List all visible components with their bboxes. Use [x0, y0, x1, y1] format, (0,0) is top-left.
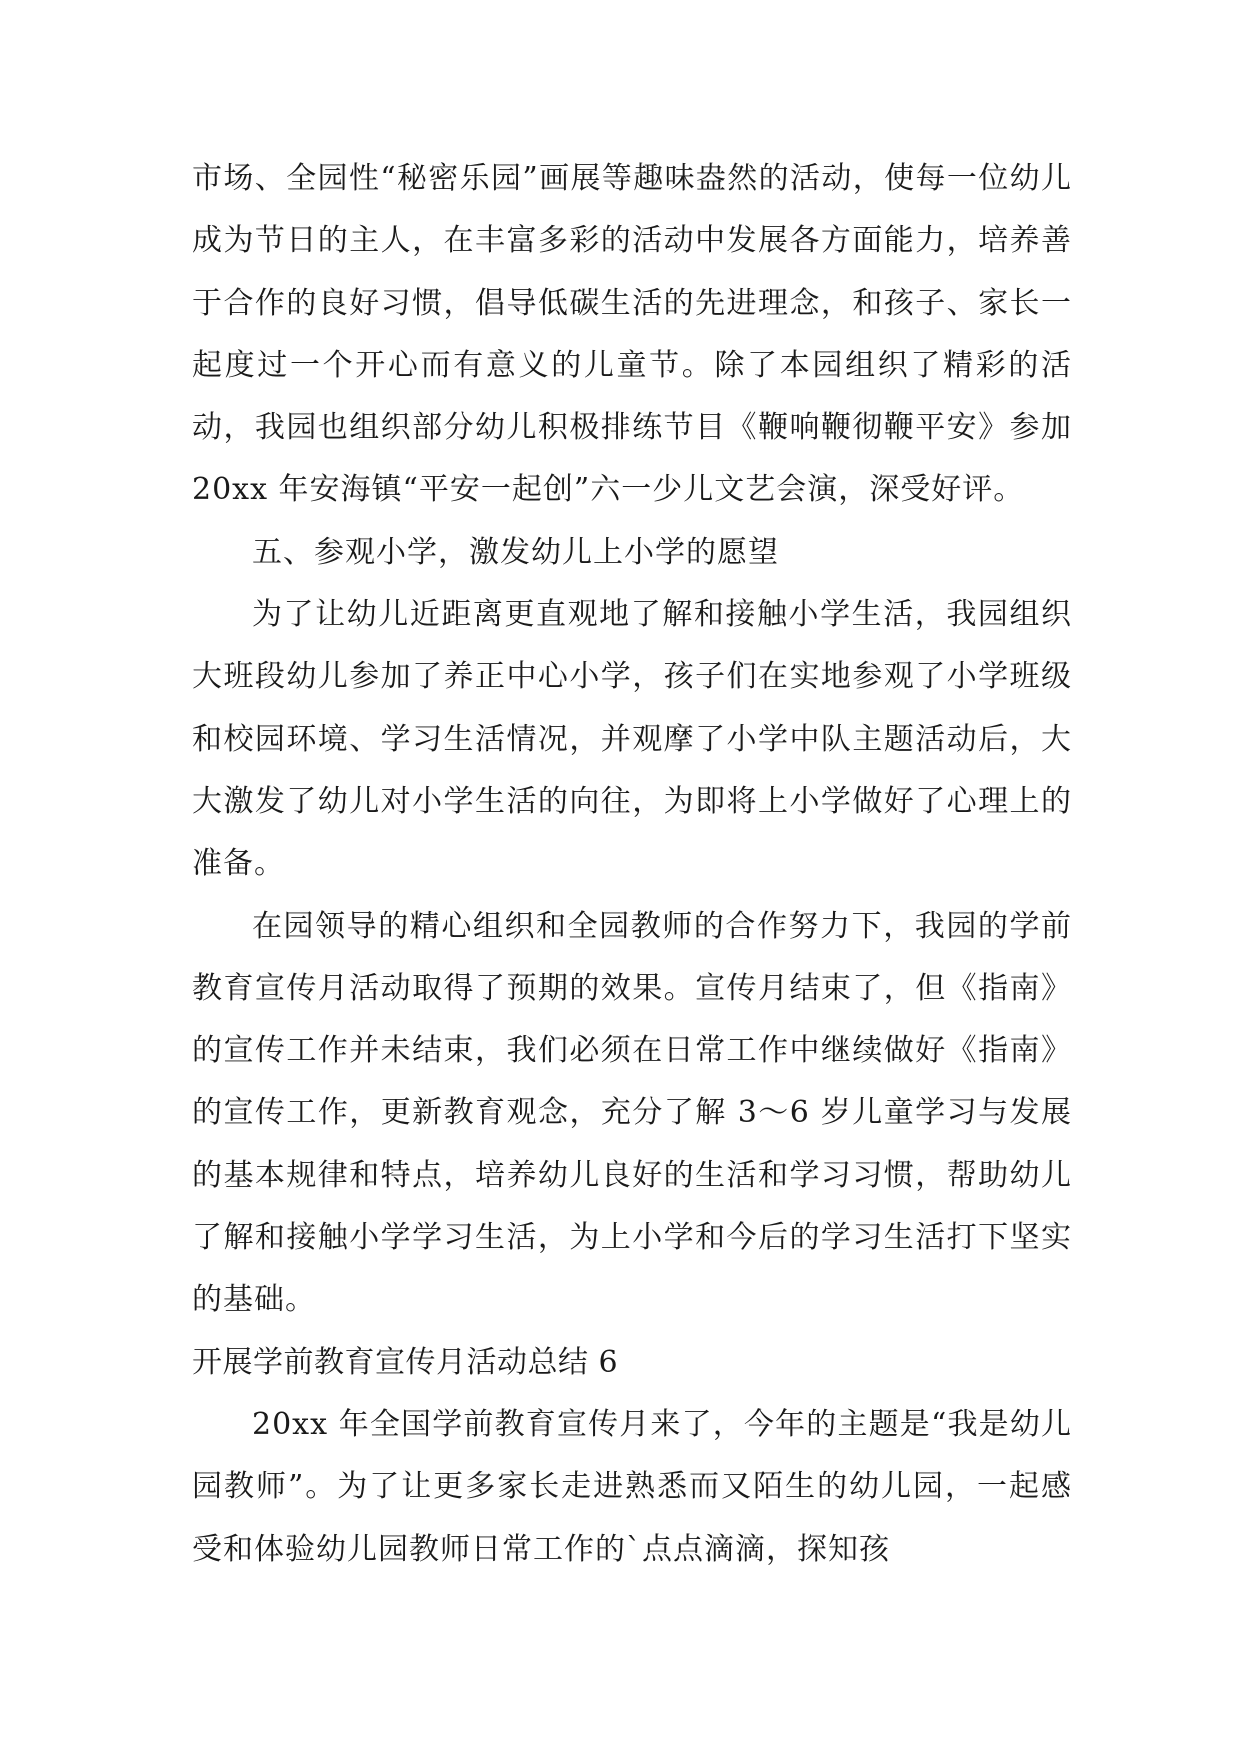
section-heading-five: 五、参观小学，激发幼儿上小学的愿望 [252, 534, 779, 570]
paragraph-summary-intro: 20xx 年全国学前教育宣传月来了，今年的主题是“我是幼儿园教师”。为了让更多家长走进熟悉而又陌生的幼儿园，一起感受和体验幼儿园教师日常工作的`点点滴滴，探知孩 [192, 1406, 1072, 1567]
paragraph-conclusion: 在园领导的精心组织和全园教师的合作努力下，我园的学前教育宣传月活动取得了预期的效果。宣传月结束了，但《指南》的宣传工作并未结束，我们必须在日常工作中继续做好《指南》的宣传工作，更新教育观念，充分了解 3～6 岁儿童学习与发展的基本规律和特点，培养幼儿良好的生活和学习习惯，帮助幼儿了解和接触小学学习生活，为上小学和今后的学习生活打下坚实的基础。 [192, 908, 1072, 1318]
summary-title: 开展学前教育宣传月活动总结 6 [192, 1344, 619, 1380]
document-body [192, 148, 1072, 1581]
paragraph-visit-school: 为了让幼儿近距离更直观地了解和接触小学生活，我园组织大班段幼儿参加了养正中心小学，孩子们在实地参观了小学班级和校园环境、学习生活情况，并观摩了小学中队主题活动后，大大激发了幼儿对小学生活的向往，为即将上小学做好了心理上的准备。 [192, 597, 1072, 882]
paragraph-continuation: 市场、全园性“秘密乐园”画展等趣味盎然的活动，使每一位幼儿成为节日的主人，在丰富多彩的活动中发展各方面能力，培养善于合作的良好习惯，倡导低碳生活的先进理念，和孩子、家长一起度过一个开心而有意义的儿童节。除了本园组织了精彩的活动，我园也组织部分幼儿积极排练节目《鞭响鞭彻鞭平安》参加 20xx 年安海镇“平安一起创”六一少儿文艺会演，深受好评。 [192, 161, 1072, 508]
